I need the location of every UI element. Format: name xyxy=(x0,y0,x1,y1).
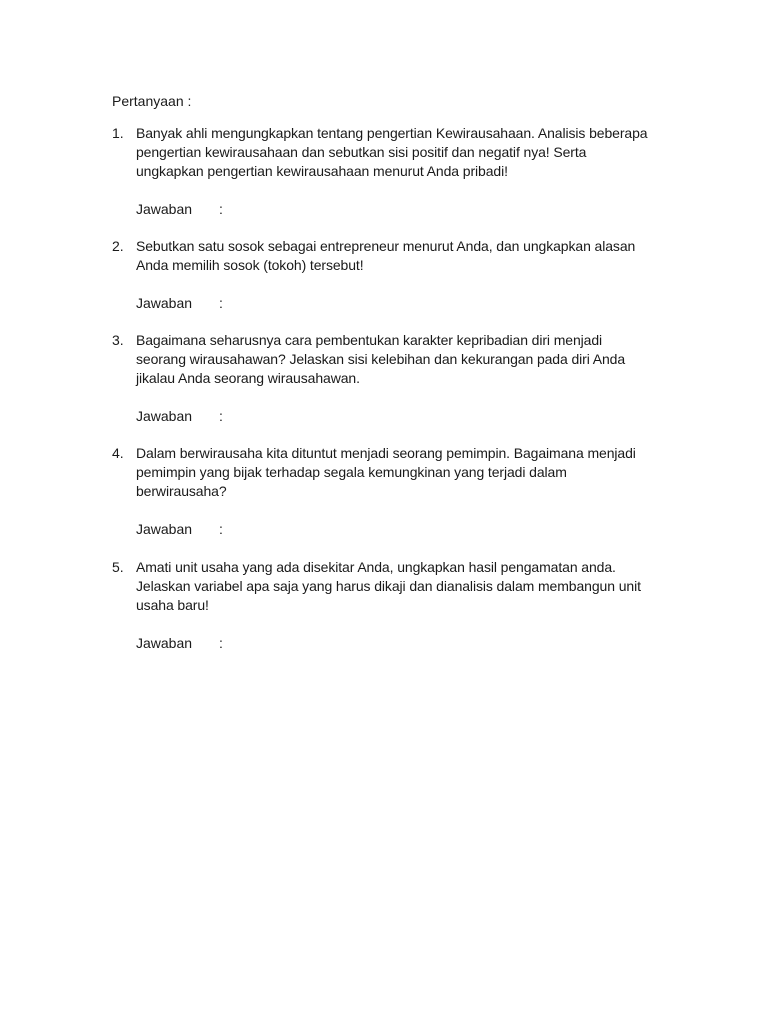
answer-label: Jawaban xyxy=(136,408,193,424)
question-text: Sebutkan satu sosok sebagai entrepreneur menurut Anda, dan ungkapkan alasan Anda memilih sosok (tokoh) tersebut! xyxy=(136,238,636,273)
answer-field xyxy=(229,634,652,653)
answer-colon: : xyxy=(219,635,223,651)
answer-row xyxy=(136,634,652,653)
answer-field xyxy=(229,200,652,219)
answer-label: Jawaban xyxy=(136,521,193,537)
question-4 xyxy=(112,444,652,539)
answer-label: Jawaban xyxy=(136,295,193,311)
question-number: 2. xyxy=(112,238,124,254)
answer-label: Jawaban xyxy=(136,635,193,651)
question-text: Amati unit usaha yang ada disekitar Anda, ungkapkan hasil pengamatan anda. Jelaskan variabel apa saja yang harus dikaji dan dianalisis dalam membangun unit usaha baru! xyxy=(136,559,641,613)
answer-field xyxy=(229,520,652,539)
answer-row xyxy=(136,520,652,539)
answer-row xyxy=(136,200,652,219)
answer-colon: : xyxy=(219,201,223,217)
question-number: 1. xyxy=(112,125,124,141)
answer-colon: : xyxy=(219,295,223,311)
answer-colon: : xyxy=(219,521,223,537)
question-text: Bagaimana seharusnya cara pembentukan karakter kepribadian diri menjadi seorang wirausahawan? Jelaskan sisi kelebihan dan kekurangan pada diri Anda jikalau Anda seorang wirausahawan. xyxy=(136,332,626,386)
answer-label: Jawaban xyxy=(136,201,193,217)
question-3 xyxy=(112,331,652,426)
question-number: 4. xyxy=(112,445,124,461)
question-5 xyxy=(112,558,652,653)
document-heading: Pertanyaan : xyxy=(112,93,192,109)
answer-row xyxy=(136,407,652,426)
answer-row xyxy=(136,294,652,313)
answer-field xyxy=(229,294,652,313)
question-text: Banyak ahli mengungkapkan tentang pengertian Kewirausahaan. Analisis beberapa pengertian kewirausahaan dan sebutkan sisi positif dan negatif nya! Serta ungkapkan pengertian kewirausahaan menurut Anda pribadi! xyxy=(136,125,648,179)
question-2 xyxy=(112,237,652,313)
question-1 xyxy=(112,124,652,219)
question-number: 3. xyxy=(112,332,124,348)
question-text: Dalam berwirausaha kita dituntut menjadi seorang pemimpin. Bagaimana menjadi pemimpin yang bijak terhadap segala kemungkinan yang terjadi dalam berwirausaha? xyxy=(136,445,636,499)
answer-field xyxy=(229,407,652,426)
question-number: 5. xyxy=(112,559,124,575)
answer-colon: : xyxy=(219,408,223,424)
